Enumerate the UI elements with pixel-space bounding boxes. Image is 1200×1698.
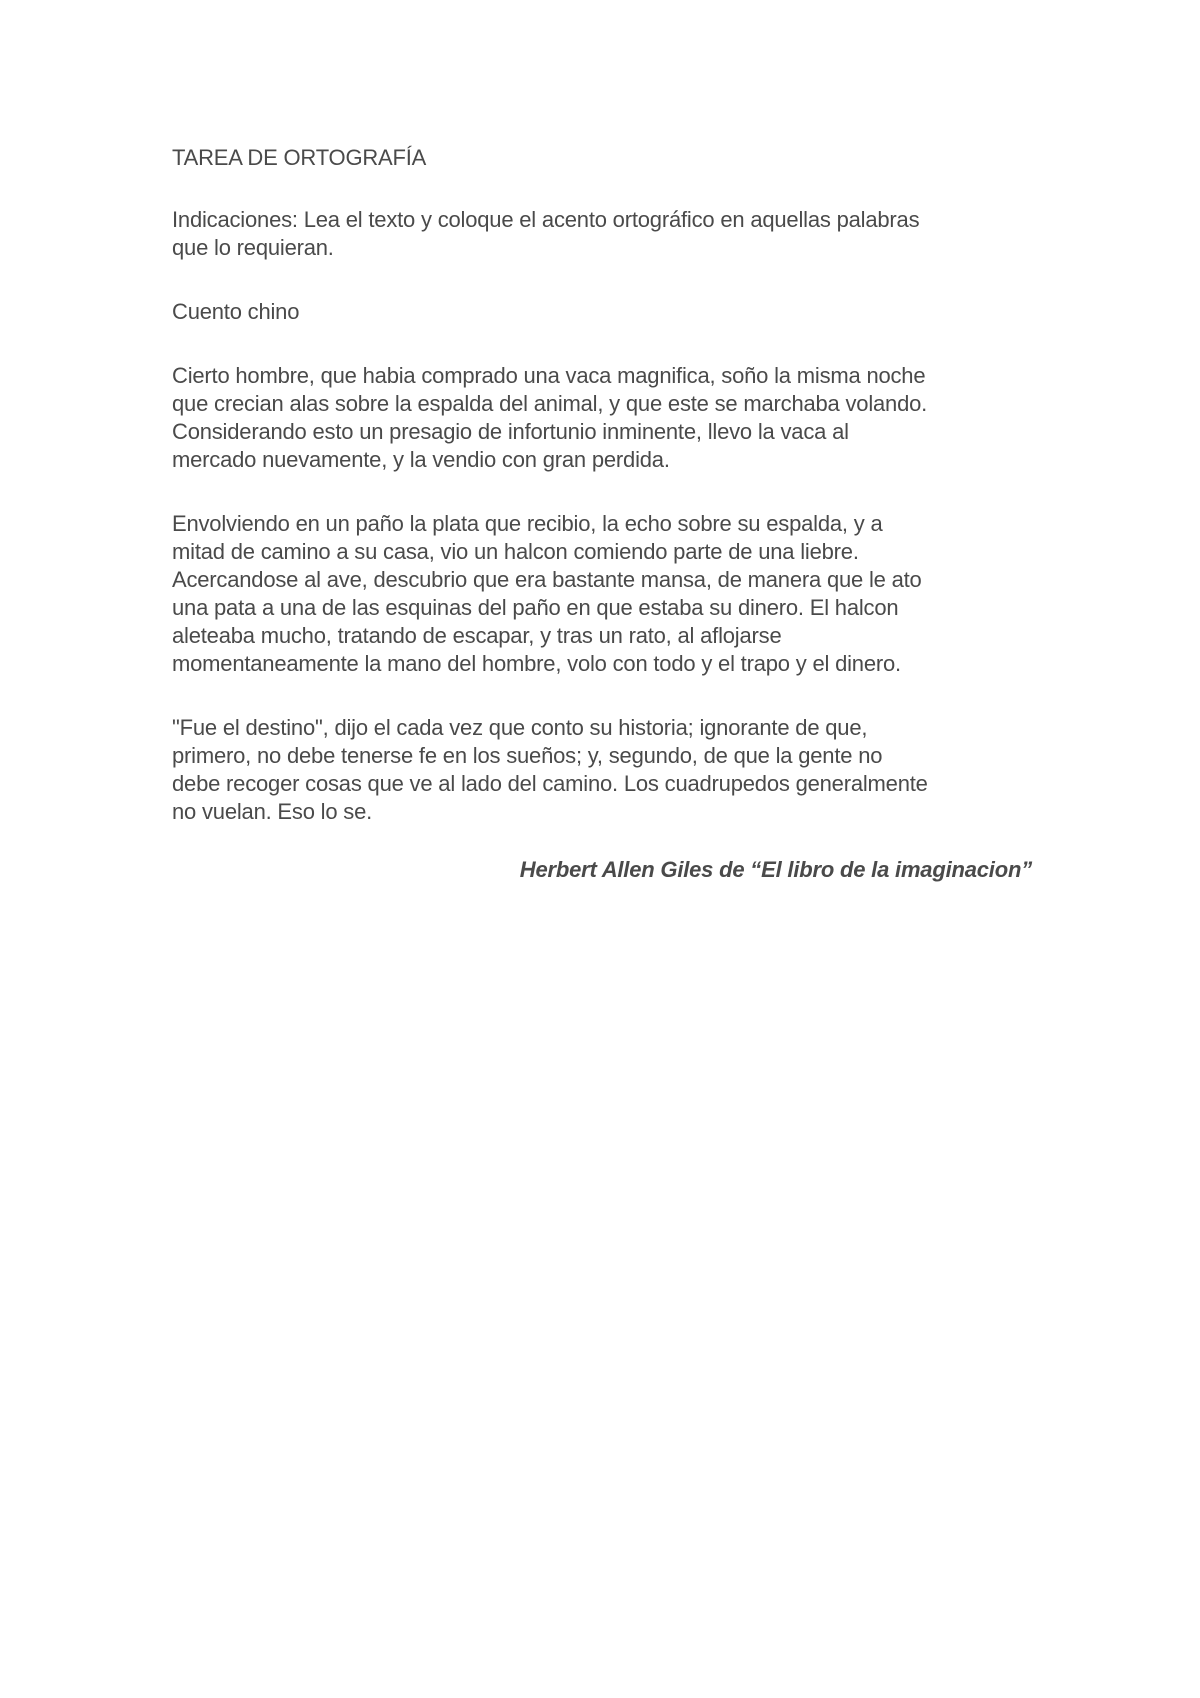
instructions-text: Indicaciones: Lea el texto y coloque el acento ortográfico en aquellas palabras que lo requieran. [172, 207, 920, 260]
story-paragraph-2: Envolviendo en un paño la plata que recibio, la echo sobre su espalda, y a mitad de camino a su casa, vio un halcon comiendo parte de una liebre. Acercandose al ave, descubrio que era bastante mansa, de manera que le ato una pata a una de las esquinas del paño en que estaba su dinero. El halcon aleteaba mucho, tratando de escapar, y tras un rato, al aflojarse momentaneamente la mano del hombre, volo con todo y el trapo y el dinero. [172, 511, 922, 676]
document-body [172, 144, 1032, 884]
story-paragraph-1: Cierto hombre, que habia comprado una vaca magnifica, soño la misma noche que crecian alas sobre la espalda del animal, y que este se marchaba volando. Considerando esto un presagio de infortunio inminente, llevo la vaca al mercado nuevamente, y la vendio con gran perdida. [172, 363, 928, 472]
story-title: Cuento chino [172, 299, 300, 324]
document-title: TAREA DE ORTOGRAFÍA [172, 145, 427, 170]
author-attribution: Herbert Allen Giles de “El libro de la imaginacion” [519, 857, 1032, 882]
story-paragraph-3: "Fue el destino", dijo el cada vez que conto su historia; ignorante de que, primero, no debe tenerse fe en los sueños; y, segundo, de que la gente no debe recoger cosas que ve al lado del camino. Los cuadrupedos generalmente no vuelan. Eso lo se. [172, 715, 928, 824]
